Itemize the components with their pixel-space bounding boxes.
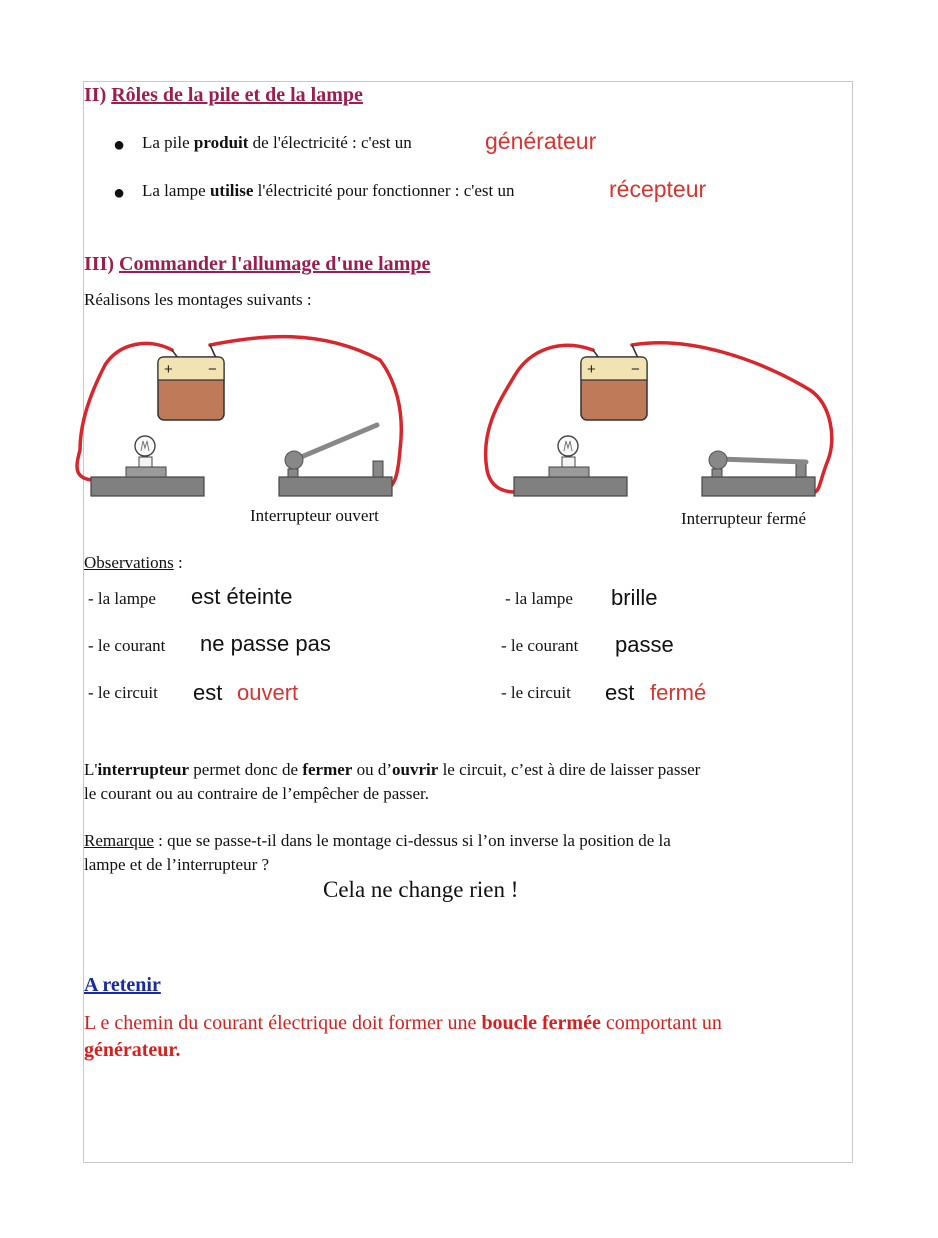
conclusion-line-2: le courant ou au contraire de l’empêcher de passer.: [84, 784, 430, 803]
section-3-title: Commander l'allumage d'une lampe: [119, 253, 431, 275]
page-frame: [83, 81, 853, 1163]
obs-left-3-answer: ouvert: [237, 680, 299, 705]
circuit-open: [77, 337, 401, 525]
obs-left-2-answer: ne passe pas: [200, 631, 331, 656]
bullet-icon: ●: [113, 134, 126, 156]
lamp-icon: [514, 436, 627, 496]
obs-right-2-answer: passe: [615, 632, 674, 657]
obs-right-1-label: - la lampe: [505, 589, 573, 608]
obs-right-2-label: - le courant: [501, 636, 579, 655]
retenir-line-1: L e chemin du courant électrique doit former une boucle fermée comportant un: [84, 1012, 722, 1034]
battery-icon: [158, 357, 224, 420]
wire-loop-right: [486, 343, 832, 492]
retenir-heading: A retenir: [84, 974, 161, 996]
obs-right-3-answer: fermé: [650, 680, 707, 705]
obs-left-3-label: - le circuit: [88, 683, 158, 702]
answer-recepteur: récepteur: [609, 176, 707, 202]
switch-open-icon: [279, 425, 392, 496]
obs-right-3-label: - le circuit: [501, 683, 571, 702]
obs-left-1-label: - la lampe: [88, 589, 156, 608]
obs-left-1-answer: est éteinte: [191, 584, 293, 609]
section-2-number: II): [84, 84, 107, 106]
bullet-1-text: La pile produit de l'électricité : c'est un: [142, 133, 412, 152]
circuit-diagrams: [0, 320, 938, 540]
lamp-icon: [91, 436, 204, 496]
obs-right-3-prefix: est: [605, 680, 635, 705]
section-3-number: III): [84, 253, 115, 275]
battery-icon: [581, 357, 647, 420]
obs-left-3-prefix: est: [193, 680, 223, 705]
obs-left-2-label: - le courant: [88, 636, 166, 655]
section-2-heading: [84, 84, 363, 107]
observations-heading: Observations :: [84, 553, 183, 572]
obs-right-1-answer: brille: [611, 585, 658, 610]
section-2-title: Rôles de la pile et de la lampe: [111, 84, 363, 106]
battery-minus: −: [208, 361, 217, 378]
battery-plus: +: [587, 361, 596, 378]
switch-closed-icon: [702, 451, 815, 496]
bullet-icon: ●: [113, 182, 126, 204]
section-3-intro: Réalisons les montages suivants :: [84, 290, 312, 309]
circuit-closed: [486, 343, 832, 528]
remark-line-2: lampe et de l’interrupteur ?: [84, 855, 270, 874]
caption-open: Interrupteur ouvert: [250, 506, 379, 525]
section-3-heading: [84, 253, 430, 276]
remark-answer: Cela ne change rien !: [323, 877, 519, 902]
conclusion-line-1: L'interrupteur permet donc de fermer ou d’ouvrir le circuit, c’est à dire de laisser passer: [84, 760, 701, 779]
bullet-2-text: La lampe utilise l'électricité pour fonctionner : c'est un: [142, 181, 515, 200]
battery-plus: +: [164, 361, 173, 378]
answer-generateur: générateur: [485, 128, 597, 154]
caption-closed: Interrupteur fermé: [681, 509, 807, 528]
battery-minus: −: [631, 361, 640, 378]
retenir-line-2: générateur.: [84, 1039, 181, 1061]
remark-line-1: Remarque : que se passe-t-il dans le montage ci-dessus si l’on inverse la position de la: [84, 831, 671, 850]
